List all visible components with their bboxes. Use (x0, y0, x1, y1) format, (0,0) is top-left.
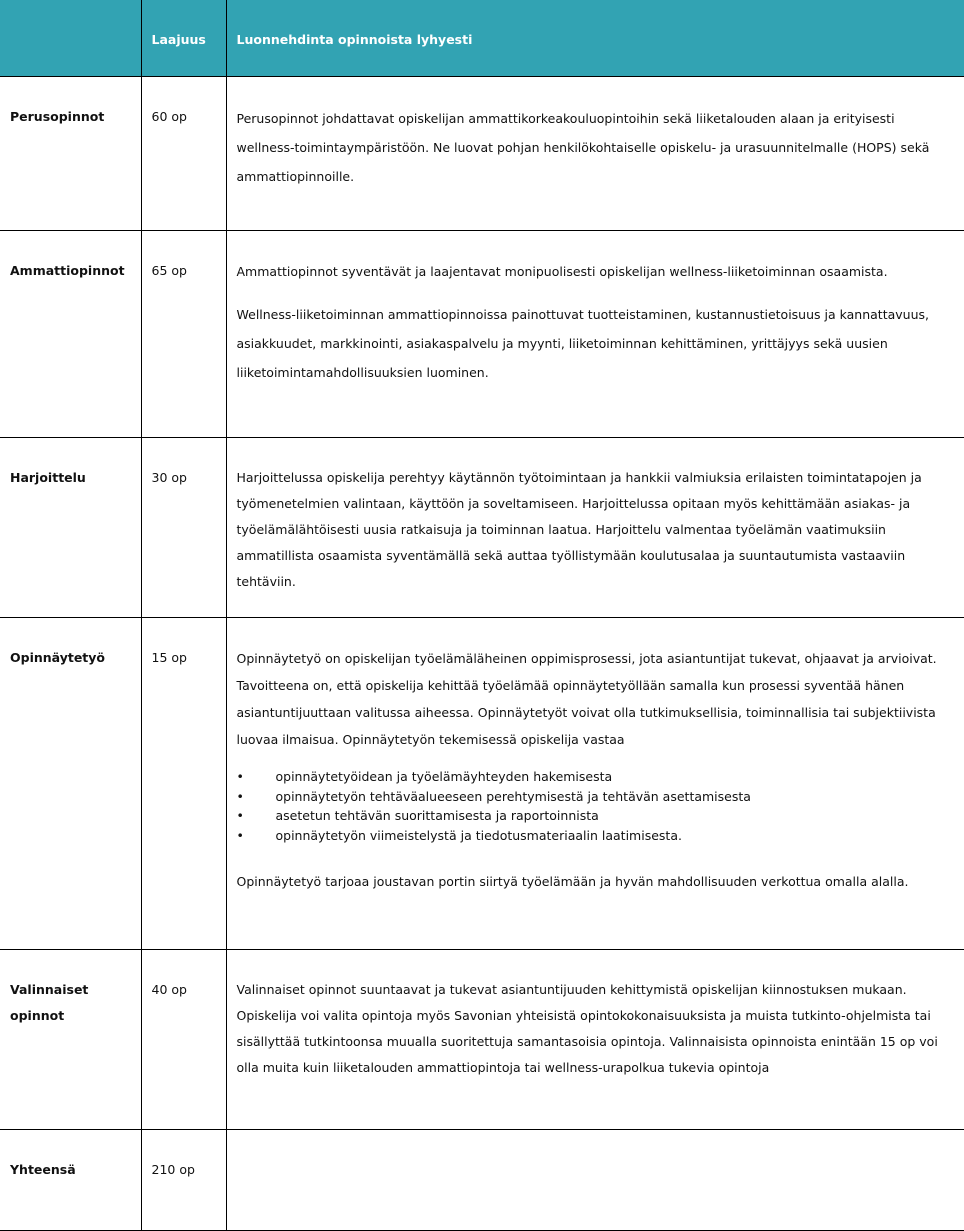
study-description (226, 231, 964, 438)
study-credits: 60 op (141, 77, 226, 231)
study-description (226, 950, 964, 1130)
description-paragraph: Valinnaiset opinnot suuntaavat ja tukevat asiantuntijuuden kehittymistä opiskelijan kiinnostuksen mukaan. Opiskelija voi valita opintoja myös Savonian yhteisistä opintokokonaisuuksista ja muista tutkinto-ohjelmista tai sisällyttää tutkintoonsa muualla suoritettuja samantasoisia opintoja. Valinnaisista opinnoista enintään 15 op voi olla muita kuin liiketalouden ammattiopintoja tai wellness-urapolkua tukevia opintoja (236, 982, 938, 1075)
description-paragraph: Wellness-liiketoiminnan ammattiopinnoissa painottuvat tuotteistaminen, kustannustietoisuus ja kannattavuus, asiakkuudet, markkinointi, asiakaspalvelu ja myynti, liiketoiminnan kehittäminen, yrittäjyys sekä uusien liiketoimintamahdollisuuksien luominen. (236, 307, 929, 380)
description-paragraph: Harjoittelussa opiskelija perehtyy käytännön työtoimintaan ja hankkii valmiuksia erilaisten toimintatapojen ja työmenetelmien valintaan, käyttöön ja soveltamiseen. Harjoittelussa opitaan myös kehittämään asiakas- ja työelämälähtöisesti uusia ratkaisuja ja toiminnan laatua. Harjoittelu valmentaa työelämän vaatimuksiin ammatillista osaamista syventämällä sekä auttaa työllistymään koulutusalaa ja suuntautumista vastaaviin tehtäviin. (236, 470, 922, 589)
description-closing: Opinnäytetyö tarjoaa joustavan portin siirtyä työelämään ja hyvän mahdollisuuden verkottua omalla alalla. (236, 874, 909, 889)
study-credits: 65 op (141, 231, 226, 438)
description-paragraph: Opinnäytetyö on opiskelijan työelämäläheinen oppimisprosessi, jota asiantuntijat tukevat, ohjaavat ja arvioivat. Tavoitteena on, että opiskelija kehittää työelämää opinnäytetyöllään samalla kun prosessi syventää hänen asiantuntijuuttaan valitussa aiheessa. Opinnäytetyöt voivat olla tutkimuksellisia, toiminnallisia tai subjektiivista luovaa ilmaisua. Opinnäytetyön tekemisessä opiskelija vastaa (236, 651, 937, 747)
list-item-text: opinnäytetyöidean ja työelämäyhteyden hakemisesta (275, 769, 613, 784)
table-row-perusopinnot (0, 77, 964, 231)
table-row-harjoittelu (0, 438, 964, 618)
description-paragraph: Ammattiopinnot syventävät ja laajentavat monipuolisesti opiskelijan wellness-liiketoiminnan osaamista. (236, 264, 888, 279)
responsibility-list (237, 767, 954, 845)
bullet-icon: • (236, 788, 244, 804)
study-credits: 15 op (141, 618, 226, 950)
study-name: Opinnäytetyö (0, 618, 141, 950)
total-credits: 210 op (141, 1130, 226, 1231)
total-label: Yhteensä (0, 1130, 141, 1231)
bullet-icon: • (236, 827, 244, 843)
study-name: Perusopinnot (0, 77, 141, 231)
table-header (0, 0, 964, 77)
list-item (237, 787, 954, 807)
study-credits: 30 op (141, 438, 226, 618)
header-row (0, 0, 964, 77)
header-name-cell (0, 0, 141, 77)
description-paragraph: Perusopinnot johdattavat opiskelijan ammattikorkeakouluopintoihin sekä liiketalouden alaan ja erityisesti wellness-toimintaympäristöön. Ne luovat pohjan henkilökohtaiselle opiskelu- ja urasuunnitelmalle (HOPS) sekä ammattiopinnoille. (236, 111, 930, 184)
table-row-opinnaytetyo (0, 618, 964, 950)
bullet-icon: • (236, 808, 244, 823)
study-name: Harjoittelu (0, 438, 141, 618)
table-row-total (0, 1130, 964, 1231)
bullet-icon: • (236, 769, 244, 784)
study-description (226, 618, 964, 950)
study-description (226, 438, 964, 618)
table-row-valinnaiset-opinnot (0, 950, 964, 1130)
study-name: Valinnaiset opinnot (0, 950, 141, 1130)
study-credits: 40 op (141, 950, 226, 1130)
study-description (226, 77, 964, 231)
total-description-empty (226, 1130, 964, 1231)
list-item-text: opinnäytetyön viimeistelystä ja tiedotusmateriaalin laatimisesta. (275, 827, 682, 843)
list-item (237, 806, 954, 826)
list-item-text: asetetun tehtävän suorittamisesta ja raportoinnista (275, 808, 599, 823)
list-item (237, 767, 954, 787)
list-item-text: opinnäytetyön tehtäväalueeseen perehtymisestä ja tehtävän asettamisesta (275, 788, 751, 804)
table-row-ammattiopinnot (0, 231, 964, 438)
study-name: Ammattiopinnot (0, 231, 141, 438)
header-credits-cell: Laajuus (141, 0, 226, 77)
header-description-cell: Luonnehdinta opinnoista lyhyesti (226, 0, 964, 77)
list-item (237, 826, 954, 846)
